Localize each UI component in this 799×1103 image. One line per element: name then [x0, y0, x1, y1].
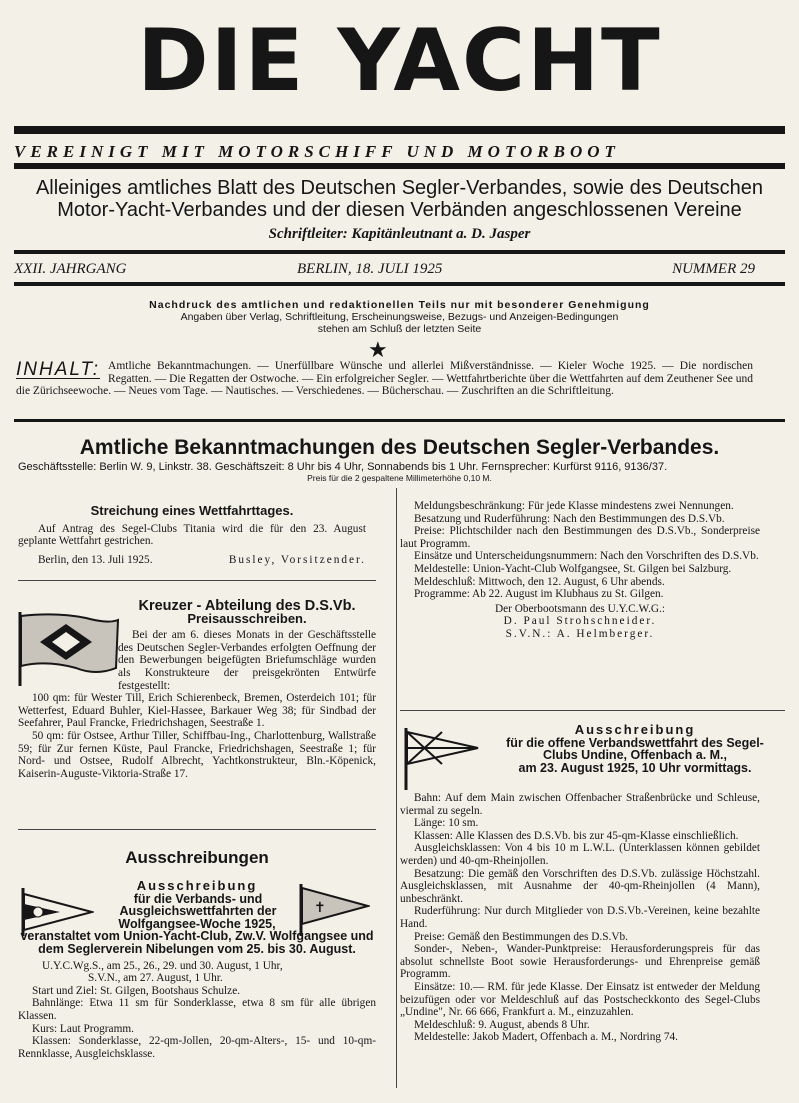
undine-b1: Bahn: Auf dem Main zwischen Offenbacher Straßenbrücke und Schleuse, viermal zu segeln.	[400, 792, 760, 817]
editor-line: Schriftleiter: Kapitänleutnant a. D. Jasper	[268, 226, 531, 242]
kreuzer-100qm: 100 qm: für Wester Till, Erich Schierenbeck, Bremen, Osterdeich 101; für Wetterfest, Eduard Buhler, Kiel-Hassee, Barkauer Weg 38; für Sindbad der Seefahrer, Paul Francke, Friedrichshagen, Seestraße 1.	[18, 692, 376, 730]
streichung-date: Berlin, den 13. Juli 1925.	[38, 553, 153, 566]
undine-b8: Sonder-, Neben-, Wander-Punktpreise: Herausforderungspreis für das absolut schnellste Boot sowie Herausforderungs- und Ehrenpreise gemäß Programm.	[400, 943, 760, 981]
place-date: BERLIN, 18. JULI 1925	[297, 261, 443, 277]
left-divider-2	[18, 829, 376, 830]
notice-line-1: Nachdruck des amtlichen und redaktionellen Teils nur mit besonderer Genehmigung	[149, 299, 650, 311]
aus-line-3: Wolfgangsee-Woche 1925,	[118, 916, 276, 931]
right-r1: Meldungsbeschränkung: Für jede Klasse mindestens zwei Nennungen.	[414, 500, 734, 512]
office-line: Geschäftsstelle: Berlin W. 9, Linkstr. 38. Geschäftszeit: 8 Uhr bis 4 Uhr, Sonnabends bis 1 Uhr. Fernsprecher: Kurfürst 9116, 9136/37.	[18, 461, 668, 473]
aus-detail-3: Start und Ziel: St. Gilgen, Bootshaus Schulze.	[32, 984, 241, 997]
undine-b9: Einsätze: 10.— RM. für jede Klasse. Der Einsatz ist entweder der Meldung beizufügen oder vor Meldeschluß auf das Postscheckkonto des Segel-Clubs „Undine", Nr. 66 666, Frankfurt a. M., einzuzahlen.	[400, 980, 760, 1019]
undine-b3: Klassen: Alle Klassen des D.S.Vb. bis zur 45-qm-Klasse einschließlich.	[414, 829, 739, 842]
dateline-top-rule	[14, 250, 785, 254]
undine-title: Ausschreibung	[574, 722, 696, 737]
table-of-contents	[16, 360, 753, 398]
svg-text:✝: ✝	[314, 900, 326, 916]
aus-line-4: veranstaltet vom Union-Yacht-Club, Zw.V. Wolfgangsee und dem Seglerverein Nibelungen vom 25. bis 30. August.	[20, 929, 374, 956]
masthead-title: DIE YACHT	[137, 11, 662, 111]
subtitle-rule	[14, 163, 785, 169]
undine-line-2: für die offene Verbandswettfahrt des Segel-	[506, 735, 764, 750]
wolfgangsee-continued	[400, 500, 760, 641]
section-rule	[14, 419, 785, 422]
streichung-text: Auf Antrag des Segel-Clubs Titania wird die für den 23. August geplante Wettfahrt gestrichen.	[18, 522, 366, 548]
kreuzer-title: Kreuzer - Abteilung des D.S.Vb.	[138, 598, 356, 614]
undine-line-3: Clubs Undine, Offenbach a. M.,	[542, 748, 728, 763]
right-r3: Preise: Plichtschilder nach den Bestimmungen des D.S.Vb., Sonderpreise laut Programm.	[400, 525, 760, 550]
subtitle: VEREINIGT MIT MOTORSCHIFF UND MOTORBOOT	[14, 142, 620, 161]
streichung-date-sign	[18, 554, 366, 567]
undine-line-4: am 23. August 1925, 10 Uhr vormittags.	[518, 760, 752, 775]
undine-b2: Länge: 10 sm.	[414, 817, 479, 830]
aus-detail-6: Klassen: Sonderklasse, 22-qm-Jollen, 20-qm-Alters-, 15- und 10-qm-Rennklasse, Ausgleichsklasse.	[18, 1035, 376, 1060]
section-heading: Amtliche Bekanntmachungen des Deutschen Segler-Verbandes.	[79, 436, 720, 459]
ausschreibungen-heading: Ausschreibungen	[125, 848, 269, 867]
right-r5: Meldestelle: Union-Yacht-Club Wolfgangsee, St. Gilgen bei Salzburg.	[414, 562, 732, 575]
right-r4: Einsätze und Unterscheidungsnummern: Nach den Vorschriften des D.S.Vb.	[414, 550, 759, 563]
left-divider-1	[18, 580, 376, 581]
kreuzer-50qm: 50 qm: für Ostsee, Arthur Tiller, Schiffbau-Ing., Charlottenburg, Wallstraße 59; für Zur fernen Küste, Paul Francke, Friedrichshagen, Seestraße 1; für Nord- und Ostsee, Rudolf Albrecht, Yachtkonstrukteur, Bln.-Köpenick, Kaiserin-Auguste-Viktoria-Straße 17.	[18, 729, 376, 780]
notice-line-2: Angaben über Verlag, Schriftleitung, Erscheinungsweise, Bezugs- und Anzeigen-Bedingungen	[180, 311, 619, 323]
column-divider	[396, 488, 397, 1088]
streichung-signature: Busley, Vorsitzender.	[228, 553, 366, 566]
masthead-rule	[14, 126, 785, 134]
undine-b11: Meldestelle: Jakob Madert, Offenbach a. M., Nordring 74.	[414, 1031, 678, 1044]
right-r6: Meldeschluß: Mittwoch, den 12. August, 6 Uhr abends.	[414, 575, 665, 588]
issue-number: NUMMER 29	[672, 261, 755, 277]
signature-2: D. Paul Strohschneider.	[503, 615, 657, 628]
aus-line-2: für die Verbands- und Ausgleichswettfahrten der	[119, 891, 277, 919]
official-line-2: Motor-Yacht-Verbandes und der diesen Verbänden angeschlossenen Vereine	[57, 199, 742, 221]
toc-text: Amtliche Bekanntmachungen. — Unerfüllbare Wünsche und allerlei Mißverständnisse. — Kieler Woche 1925. — Die nordischen Regatten. — Die Regatten der Ostwoche. — Ein erfolgreicher Segler. — Wettfahrtberichte über die Wettfahrten auf dem Zeuthener See und die Zürichseewoche. — Neues vom Tage. — Nautisches. — Verschiedenes. — Bücherschau. — Zuschriften an die Schriftleitung.	[16, 360, 753, 398]
streichung-title: Streichung eines Wettfahrttages.	[90, 503, 294, 518]
volume: XXII. JAHRGANG	[14, 261, 127, 277]
undine-b5: Besatzung: Die gemäß den Vorschriften des D.S.Vb. zulässige Höchstzahl. Ausgleichsklassen, mit Ausnahme der 40-qm-Rheinjollen (4 Mann), unbeschränkt.	[400, 867, 760, 905]
official-gazette-note	[14, 177, 785, 221]
aus-detail-2: S.V.N., am 27. August, 1 Uhr.	[88, 972, 223, 985]
aus-detail-1: U.Y.C.Wg.S., am 25., 26., 29. und 30. August, 1 Uhr,	[42, 959, 283, 972]
undine-heading-block	[485, 724, 785, 774]
aus-title: Ausschreibung	[136, 878, 258, 893]
undine-pennant-icon	[402, 728, 480, 790]
undine-b4: Ausgleichsklassen: Von 4 bis 10 m L.W.L. (Unterklassen können gebildet werden) und 40-qm-Rheinjollen.	[400, 842, 760, 867]
aus-detail-4: Bahnlänge: Etwa 11 sm für Sonderklasse, etwa 8 sm für alle übrigen Klassen.	[18, 997, 376, 1022]
star-ornament: ★	[368, 337, 388, 362]
reprint-notice	[14, 299, 785, 335]
price-line: Preis für die 2 gespaltene Millimeterhöhe 0,10 M.	[307, 473, 492, 483]
notice-line-3: stehen am Schluß der letzten Seite	[317, 323, 482, 335]
undine-b6: Ruderführung: Nur durch Mitglieder von D.S.Vb.-Vereinen, keine bezahlte Hand.	[400, 905, 760, 930]
aus-detail-5: Kurs: Laut Programm.	[32, 1022, 134, 1035]
right-r2: Besatzung und Ruderführung: Nach den Bestimmungen des D.S.Vb.	[414, 512, 725, 525]
official-line-1: Alleiniges amtliches Blatt des Deutschen Segler-Verbandes, sowie des Deutschen	[35, 177, 764, 199]
toc-label: INHALT:	[16, 359, 101, 380]
wolfgangsee-block	[18, 880, 376, 1060]
right-divider	[400, 710, 785, 711]
undine-details	[400, 792, 760, 1044]
streichung-block	[18, 505, 366, 566]
undine-b10: Meldeschluß: 9. August, abends 8 Uhr.	[414, 1018, 590, 1031]
dateline-bottom-rule	[14, 282, 785, 286]
undine-b7: Preise: Gemäß den Bestimmungen des D.S.Vb.	[414, 930, 628, 943]
signature-1: Der Oberbootsmann des U.Y.C.W.G.:	[494, 602, 666, 615]
kreuzer-text: Bei der am 6. dieses Monats in der Geschäftsstelle des Deutschen Segler-Verbandes erfolgten Oeffnung der den Bewerbungen beigefügten Briefumschläge wurden als Konstrukteure der preisgekrönten Entwürfe festgestellt:	[118, 629, 376, 692]
signature-3: S.V.N.: A. Helmberger.	[505, 627, 655, 640]
kreuzer-block	[18, 600, 376, 780]
kreuzer-subtitle: Preisausschreiben.	[187, 610, 307, 626]
right-r7: Programme: Ab 22. August im Klubhaus zu St. Gilgen.	[414, 588, 664, 601]
